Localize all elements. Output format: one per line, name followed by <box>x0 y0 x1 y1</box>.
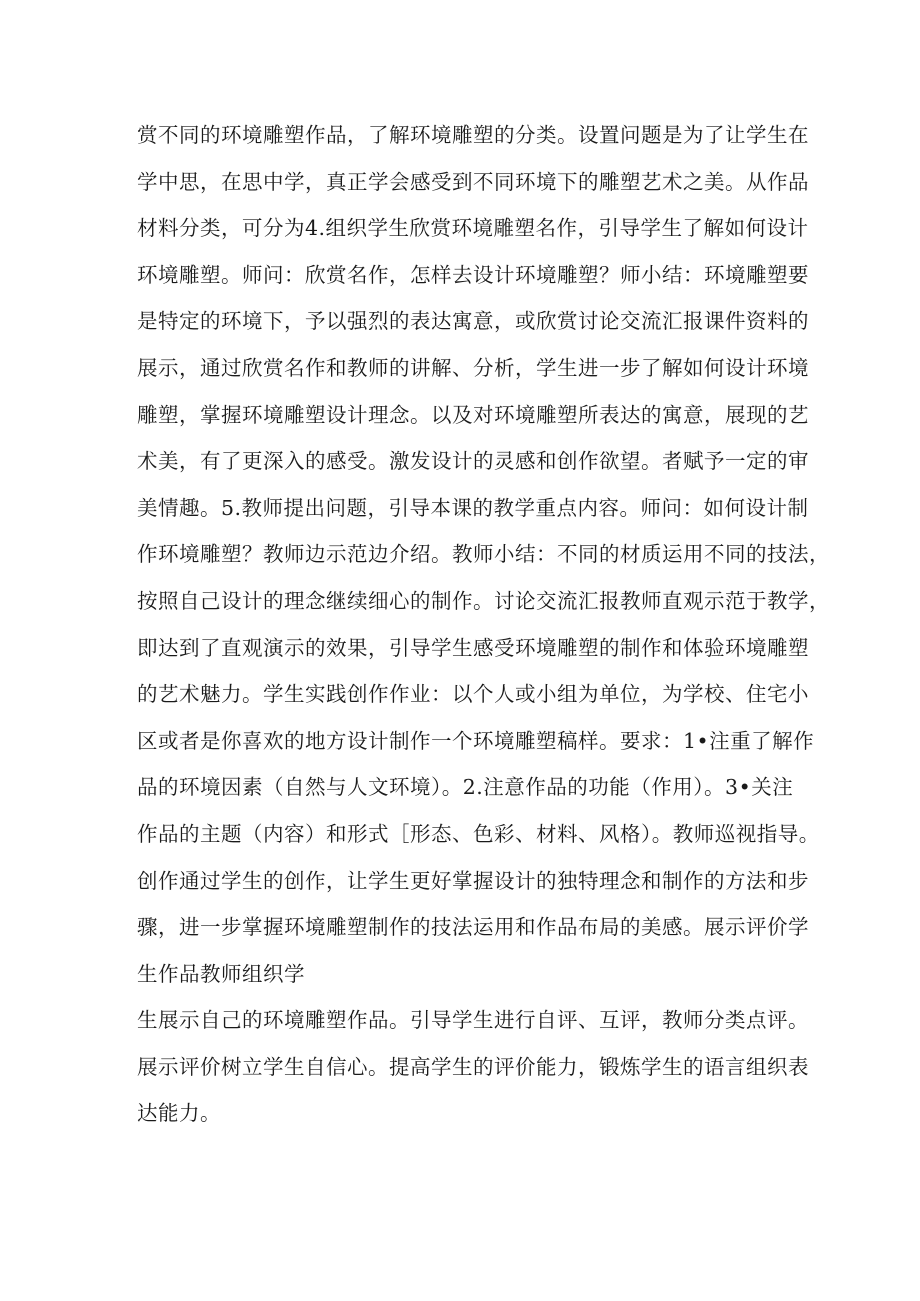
text-line: 区或者是你喜欢的地方设计制作一个环境雕塑稿样。要求：1•注重了解作 <box>137 728 815 753</box>
text-line: 术美，有了更深入的感受。激发设计的灵感和创作欲望。者赋予一定的审 <box>137 449 809 474</box>
text-line: 是特定的环境下，予以强烈的表达寓意，或欣赏讨论交流汇报课件资料的 <box>137 309 809 334</box>
text-line: 展示评价树立学生自信心。提高学生的评价能力，锻炼学生的语言组织表 <box>137 1054 809 1079</box>
text-line: 品的环境因素（自然与人文环境）。2.注意作品的功能（作用）。3•关注 <box>137 775 794 800</box>
text-line: 骤，进一步掌握环境雕塑制作的技法运用和作品布局的美感。展示评价学 <box>137 915 809 940</box>
text-line: 赏不同的环境雕塑作品，了解环境雕塑的分类。设置问题是为了让学生在 <box>137 123 809 147</box>
text-line: 作品的主题（内容）和形式［形态、色彩、材料、风格）。教师巡视指导。 <box>137 821 820 846</box>
text-line: 按照自己设计的理念继续细心的制作。讨论交流汇报教师直观示范于教学， <box>137 588 830 613</box>
text-line: 即达到了直观演示的效果，引导学生感受环境雕塑的制作和体验环境雕塑 <box>137 635 809 660</box>
body-text <box>137 112 830 1137</box>
text-line: 美情趣。5.教师提出问题，引导本课的教学重点内容。师问：如何设计制 <box>137 495 809 520</box>
text-line: 作环境雕塑？教师边示范边介绍。教师小结：不同的材质运用不同的技法， <box>137 542 830 567</box>
text-line: 环境雕塑。师问：欣赏名作，怎样去设计环境雕塑？师小结：环境雕塑要 <box>137 262 809 287</box>
text-line: 创作通过学生的创作，让学生更好掌握设计的独特理念和制作的方法和步 <box>137 868 809 893</box>
text-line: 达能力。 <box>137 1101 221 1126</box>
text-line: 材料分类，可分为4.组织学生欣赏环境雕塑名作，引导学生了解如何设计 <box>137 216 809 241</box>
text-line: 生展示自己的环境雕塑作品。引导学生进行自评、互评，教师分类点评。 <box>137 1008 809 1033</box>
text-line: 雕塑，掌握环境雕塑设计理念。以及对环境雕塑所表达的寓意，展现的艺 <box>137 402 809 427</box>
text-line: 学中思，在思中学，真正学会感受到不同环境下的雕塑艺术之美。从作品 <box>137 169 809 194</box>
text-line: 的艺术魅力。学生实践创作作业：以个人或小组为单位，为学校、住宅小 <box>137 682 809 707</box>
text-line: 生作品教师组织学 <box>137 961 305 986</box>
text-line: 展示，通过欣赏名作和教师的讲解、分析，学生进一步了解如何设计环境 <box>137 355 809 380</box>
